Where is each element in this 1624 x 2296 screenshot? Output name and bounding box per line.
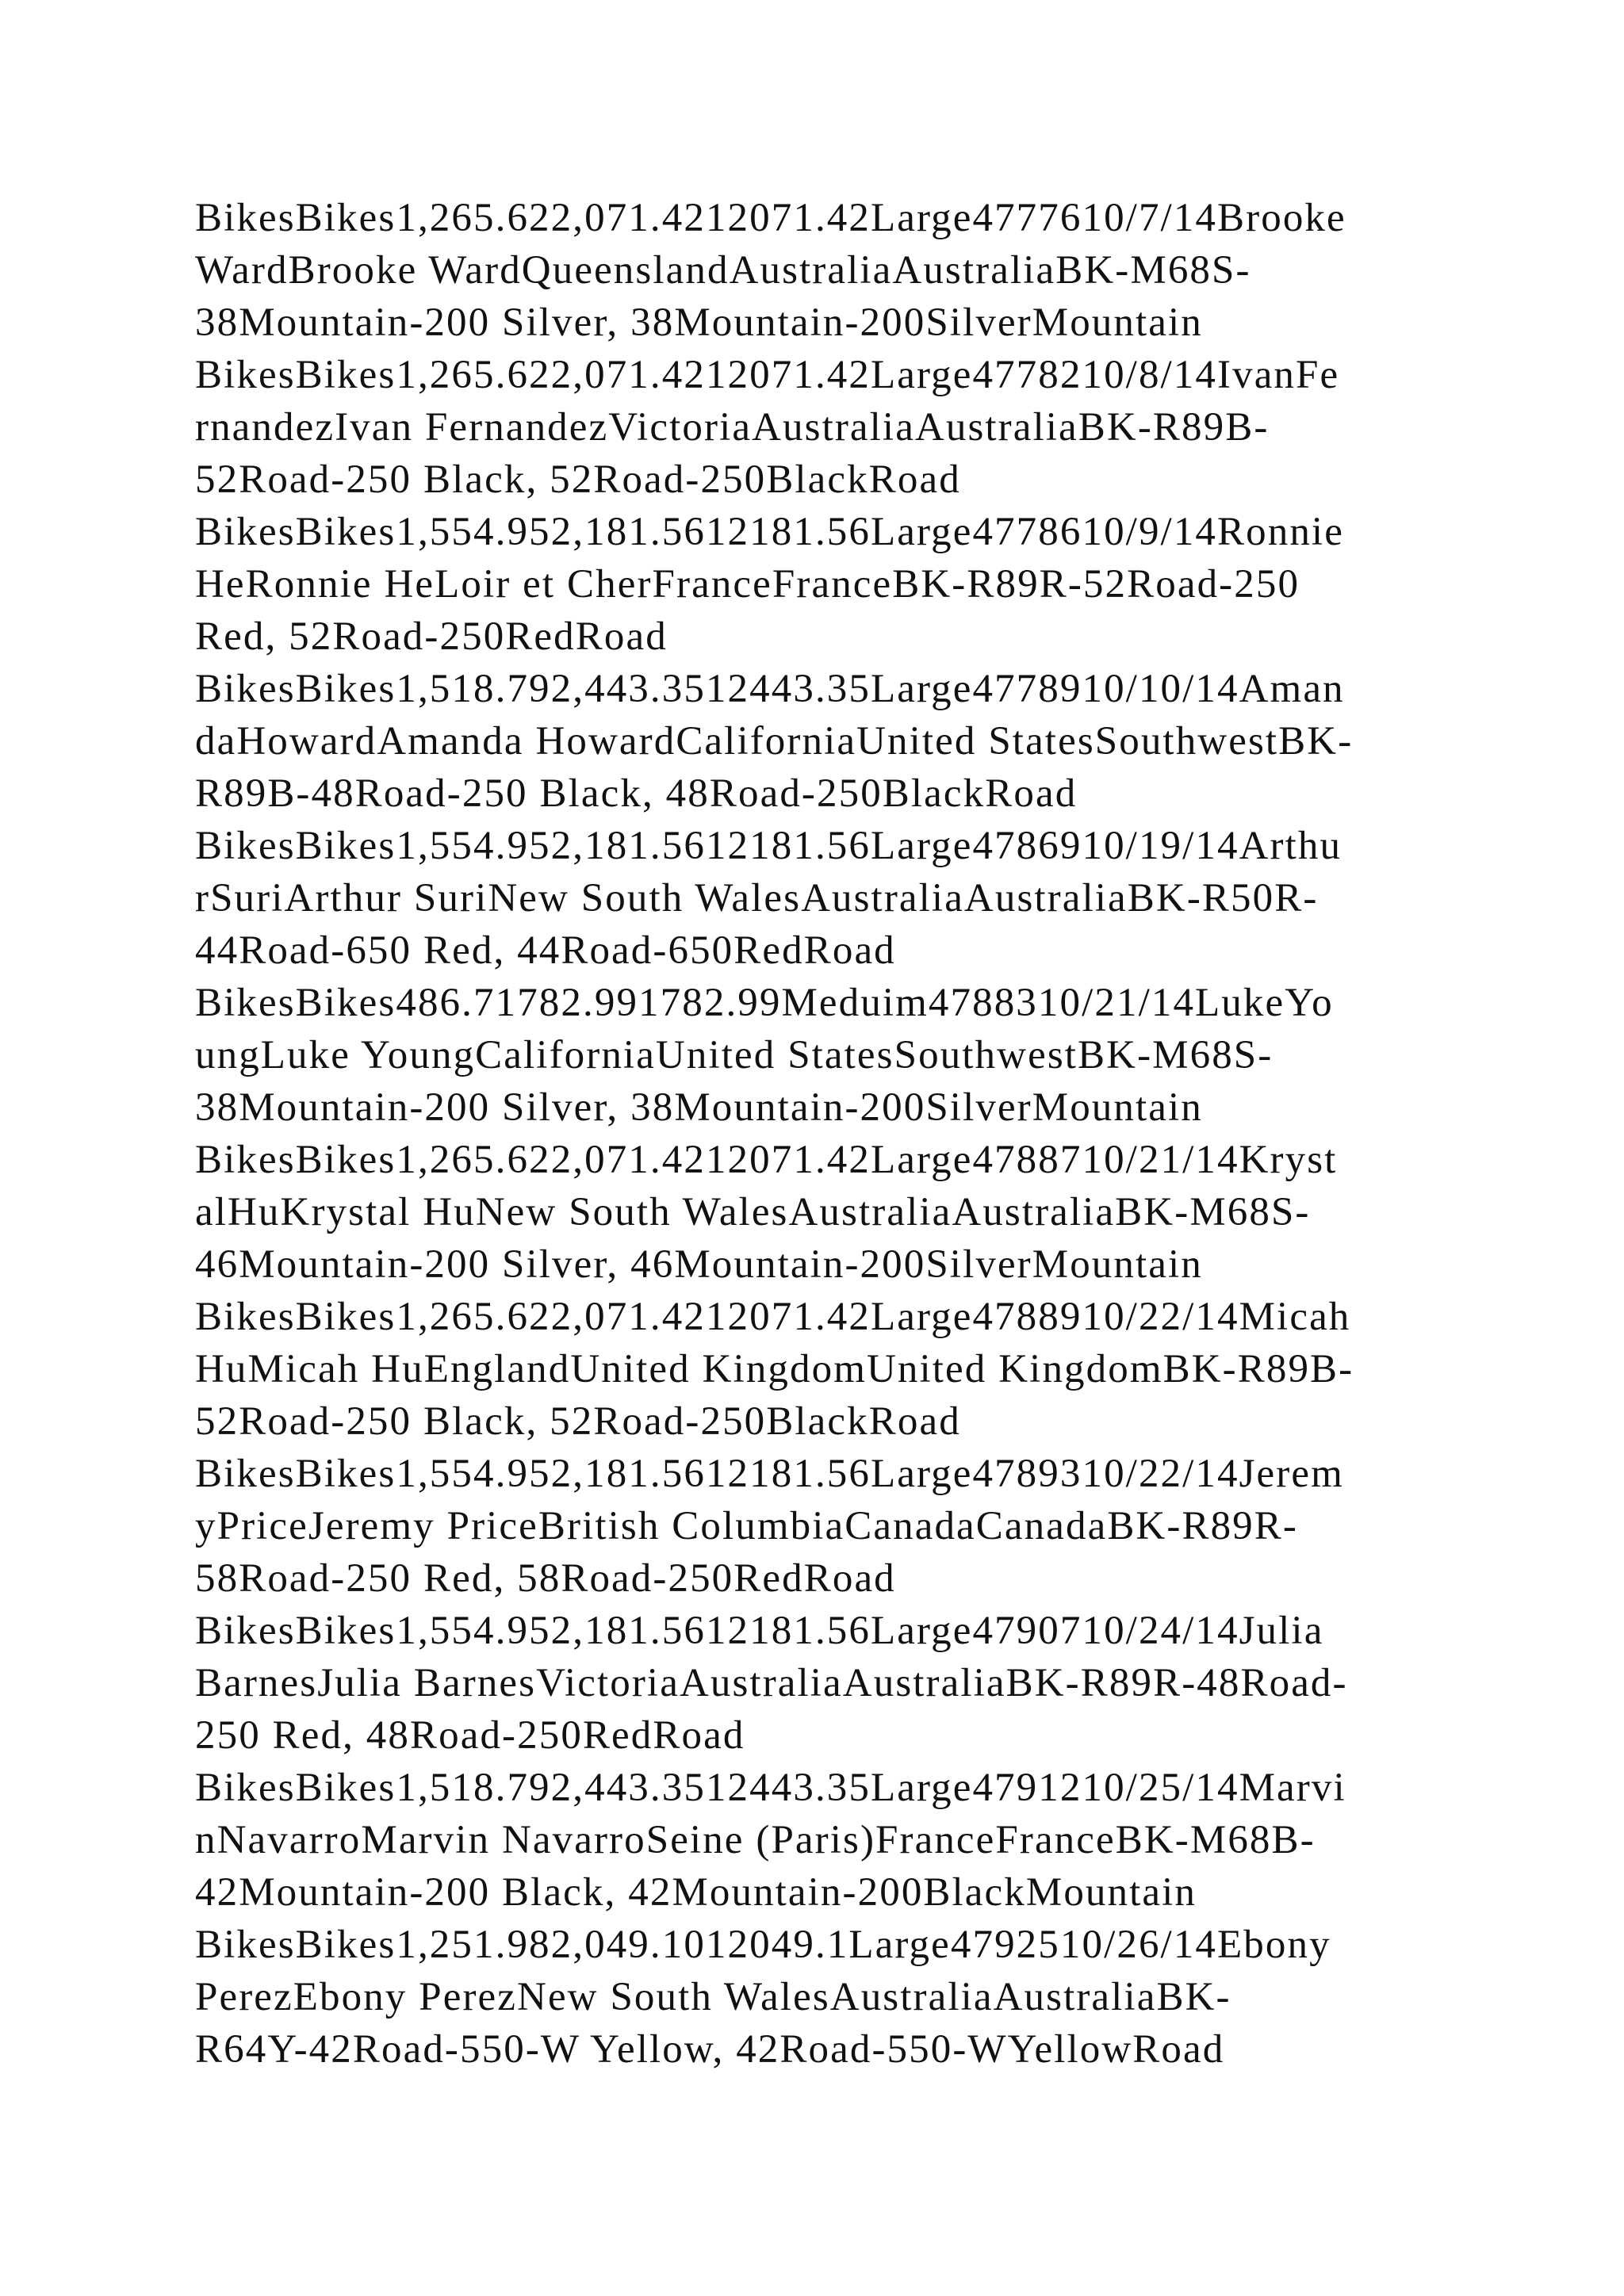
text-line: PerezEbony PerezNew South WalesAustraliaAustraliaBK- xyxy=(195,1975,1231,2019)
text-line: R64Y-42Road-550-W Yellow, 42Road-550-WYellowRoad xyxy=(195,2027,1225,2072)
text-line: 250 Red, 48Road-250RedRoad xyxy=(195,1713,745,1758)
text-line: rSuriArthur SuriNew South WalesAustraliaAustraliaBK-R50R- xyxy=(195,876,1319,920)
text-line: 58Road-250 Red, 58Road-250RedRoad xyxy=(195,1556,896,1601)
text-line: BikesBikes1,265.622,071.4212071.42Large4778210/8/14IvanFe xyxy=(195,353,1340,397)
text-line: BikesBikes1,518.792,443.3512443.35Large4791210/25/14Marvi xyxy=(195,1766,1346,1810)
text-line: 46Mountain-200 Silver, 46Mountain-200SilverMountain xyxy=(195,1242,1203,1287)
text-line: BikesBikes1,251.982,049.1012049.1Large4792510/26/14Ebony xyxy=(195,1923,1331,1967)
text-line: 44Road-650 Red, 44Road-650RedRoad xyxy=(195,928,896,973)
text-line: 38Mountain-200 Silver, 38Mountain-200SilverMountain xyxy=(195,300,1203,345)
text-line: ungLuke YoungCaliforniaUnited StatesSouthwestBK-M68S- xyxy=(195,1033,1274,1077)
text-line: HeRonnie HeLoir et CherFranceFranceBK-R89R-52Road-250 xyxy=(195,562,1300,607)
text-line: HuMicah HuEnglandUnited KingdomUnited KingdomBK-R89B- xyxy=(195,1347,1354,1391)
text-line: 38Mountain-200 Silver, 38Mountain-200SilverMountain xyxy=(195,1085,1203,1130)
text-line: BikesBikes1,554.952,181.5612181.56Large4789310/22/14Jerem xyxy=(195,1452,1344,1496)
text-line: nNavarroMarvin NavarroSeine (Paris)FranceFranceBK-M68B- xyxy=(195,1818,1316,1862)
text-line: BikesBikes1,518.792,443.3512443.35Large4778910/10/14Aman xyxy=(195,667,1345,711)
text-line: rnandezIvan FernandezVictoriaAustraliaAustraliaBK-R89B- xyxy=(195,405,1270,450)
text-line: BikesBikes1,265.622,071.4212071.42Large4777610/7/14Brooke xyxy=(195,196,1346,240)
text-line: R89B-48Road-250 Black, 48Road-250BlackRoad xyxy=(195,771,1078,816)
text-line: 52Road-250 Black, 52Road-250BlackRoad xyxy=(195,1399,961,1444)
text-line: WardBrooke WardQueenslandAustraliaAustraliaBK-M68S- xyxy=(195,248,1251,293)
text-line: BikesBikes1,265.622,071.4212071.42Large4788910/22/14Micah xyxy=(195,1295,1351,1339)
text-line: alHuKrystal HuNew South WalesAustraliaAustraliaBK-M68S- xyxy=(195,1190,1311,1234)
text-line: BikesBikes1,265.622,071.4212071.42Large4788710/21/14Kryst xyxy=(195,1138,1338,1182)
text-line: BikesBikes1,554.952,181.5612181.56Large4790710/24/14Julia xyxy=(195,1609,1324,1653)
text-line: BikesBikes1,554.952,181.5612181.56Large4778610/9/14Ronnie xyxy=(195,510,1344,554)
text-line: 52Road-250 Black, 52Road-250BlackRoad xyxy=(195,457,961,502)
document-text-block xyxy=(195,192,1448,2076)
text-line: yPriceJeremy PriceBritish ColumbiaCanadaCanadaBK-R89R- xyxy=(195,1504,1298,1548)
text-line: BikesBikes1,554.952,181.5612181.56Large4786910/19/14Arthu xyxy=(195,824,1342,868)
text-line: daHowardAmanda HowardCaliforniaUnited StatesSouthwestBK- xyxy=(195,719,1354,763)
text-line: Red, 52Road-250RedRoad xyxy=(195,614,668,659)
text-line: 42Mountain-200 Black, 42Mountain-200BlackMountain xyxy=(195,1870,1197,1915)
text-line: BikesBikes486.71782.991782.99Meduim4788310/21/14LukeYo xyxy=(195,981,1334,1025)
text-line: BarnesJulia BarnesVictoriaAustraliaAustraliaBK-R89R-48Road- xyxy=(195,1661,1348,1705)
